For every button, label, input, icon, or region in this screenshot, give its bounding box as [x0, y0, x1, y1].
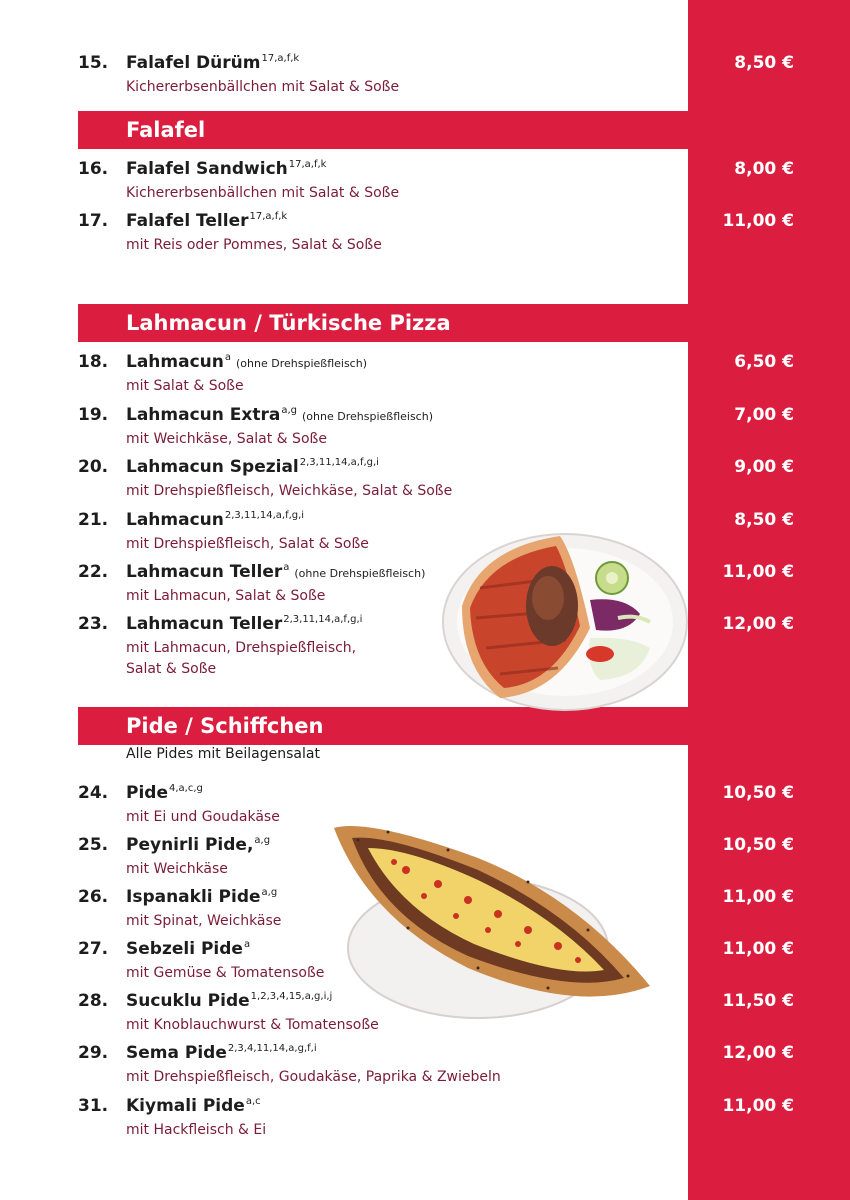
item-name: Falafel Dürüm$^{17,a,f,k}$	[126, 53, 300, 73]
item-name: Falafel Sandwich$^{17,a,f,k}$	[126, 159, 327, 179]
item-name: Lahmacun Teller$^{2,3,11,14,a,f,g,i}$	[126, 614, 363, 634]
section-header-falafel	[78, 111, 688, 149]
allergen-codes: a	[243, 939, 251, 950]
item-description: mit Drehspießfleisch, Salat & Soße	[126, 536, 369, 552]
item-number: 25.	[78, 835, 109, 855]
item-description: mit Gemüse & Tomatensoße	[126, 965, 325, 981]
allergen-codes: a,c	[245, 1096, 261, 1107]
allergen-codes: a,g	[254, 835, 271, 846]
allergen-codes: 17,a,f,k	[288, 159, 327, 170]
item-price: 11,00 €	[722, 887, 794, 907]
item-name: Pide$^{4,a,c,g}$	[126, 783, 203, 803]
item-price: 11,00 €	[722, 211, 794, 231]
item-number: 23.	[78, 614, 109, 634]
item-name: Lahmacun$^a$ (ohne Drehspießfleisch)	[126, 352, 367, 372]
item-price: 6,50 €	[734, 352, 794, 372]
menu-item	[0, 405, 850, 447]
item-description: mit Weichkäse, Salat & Soße	[126, 431, 327, 447]
item-number: 18.	[78, 352, 109, 372]
item-name: Sebzeli Pide$^a$	[126, 939, 251, 959]
allergen-codes: 2,3,11,14,a,f,g,i	[224, 510, 305, 521]
menu-item	[0, 53, 850, 95]
item-description: mit Weichkäse	[126, 861, 228, 877]
allergen-codes: 2,3,11,14,a,f,g,i	[299, 457, 379, 468]
allergen-codes: 2,3,4,11,14,a,g,f,i	[227, 1043, 317, 1054]
lahmacun-plate-image	[440, 518, 690, 716]
menu-item	[0, 457, 850, 499]
allergen-codes: 2,3,11,14,a,f,g,i	[283, 614, 363, 625]
allergen-codes: a	[224, 352, 232, 363]
item-name: Sema Pide$^{2,3,4,11,14,a,g,f,i}$	[126, 1043, 317, 1063]
section-title: Lahmacun / Türkische Pizza	[126, 311, 451, 335]
item-price: 11,50 €	[722, 991, 794, 1011]
item-price: 12,00 €	[722, 614, 794, 634]
item-number: 31.	[78, 1096, 109, 1116]
item-description: mit Drehspießfleisch, Weichkäse, Salat & Soße	[126, 483, 453, 499]
item-description: Kichererbsenbällchen mit Salat & Soße	[126, 79, 400, 95]
item-number: 22.	[78, 562, 109, 582]
item-number: 28.	[78, 991, 109, 1011]
item-description: mit Lahmacun, Salat & Soße	[126, 588, 326, 604]
menu-item	[0, 783, 850, 825]
item-price: 10,50 €	[722, 835, 794, 855]
section-header-lahmacun	[78, 304, 688, 342]
allergen-codes: a,g	[261, 887, 278, 898]
item-name: Lahmacun Spezial$^{2,3,11,14,a,f,g,i}$	[126, 457, 379, 477]
item-description: mit Lahmacun, Drehspießfleisch, Salat & Soße	[126, 640, 357, 677]
allergen-codes: a	[283, 562, 290, 573]
menu-item	[0, 352, 850, 394]
item-name: Kiymali Pide$^{a,c}$	[126, 1096, 261, 1116]
item-description: mit Reis oder Pommes, Salat & Soße	[126, 237, 382, 253]
item-price: 11,00 €	[722, 1096, 794, 1116]
pide-image	[328, 818, 653, 1028]
item-price: 10,50 €	[722, 783, 794, 803]
item-price: 7,00 €	[734, 405, 794, 425]
item-number: 16.	[78, 159, 109, 179]
item-name: Peynirli Pide,$^{a,g}$	[126, 835, 271, 855]
item-name: Lahmacun Extra$^{a,g}$ (ohne Drehspießfleisch)	[126, 405, 433, 425]
item-description: mit Drehspießfleisch, Goudakäse, Paprika & Zwiebeln	[126, 1069, 501, 1085]
menu-item	[0, 614, 850, 676]
item-note: (ohne Drehspießfleisch)	[302, 410, 433, 423]
item-number: 17.	[78, 211, 109, 231]
item-price: 12,00 €	[722, 1043, 794, 1063]
item-description: mit Spinat, Weichkäse	[126, 913, 282, 929]
item-number: 21.	[78, 510, 109, 530]
allergen-codes: 17,a,f,k	[261, 53, 300, 64]
item-number: 27.	[78, 939, 109, 959]
menu-item	[0, 562, 850, 604]
item-number: 29.	[78, 1043, 109, 1063]
item-number: 15.	[78, 53, 109, 73]
item-price: 11,00 €	[722, 939, 794, 959]
item-note: (ohne Drehspießfleisch)	[236, 357, 367, 370]
item-number: 19.	[78, 405, 109, 425]
item-description: mit Ei und Goudakäse	[126, 809, 280, 825]
menu-item	[0, 1096, 850, 1138]
item-description: mit Salat & Soße	[126, 378, 244, 394]
section-note: Alle Pides mit Beilagensalat	[126, 746, 320, 762]
item-number: 26.	[78, 887, 109, 907]
item-price: 8,50 €	[734, 53, 794, 73]
allergen-codes: 1,2,3,4,15,a,g,i,j	[250, 991, 333, 1002]
section-title: Falafel	[126, 118, 206, 142]
item-name: Ispanakli Pide$^{a,g}$	[126, 887, 278, 907]
menu-item	[0, 1043, 850, 1085]
item-number: 20.	[78, 457, 109, 477]
item-note: (ohne Drehspießfleisch)	[294, 567, 426, 580]
item-name: Lahmacun$^{2,3,11,14,a,f,g,i}$	[126, 510, 305, 530]
item-price: 8,00 €	[734, 159, 794, 179]
item-price: 8,50 €	[734, 510, 794, 530]
item-price: 11,00 €	[722, 562, 794, 582]
allergen-codes: a,g	[281, 405, 298, 416]
item-name: Sucuklu Pide$^{1,2,3,4,15,a,g,i,j}$	[126, 991, 333, 1011]
menu-item	[0, 159, 850, 201]
item-description: mit Hackfleisch & Ei	[126, 1122, 267, 1138]
item-name: Falafel Teller$^{17,a,f,k}$	[126, 211, 288, 231]
menu-item	[0, 211, 850, 253]
item-number: 24.	[78, 783, 109, 803]
allergen-codes: 17,a,f,k	[249, 211, 288, 222]
section-title: Pide / Schiffchen	[126, 714, 324, 738]
menu-item	[0, 510, 850, 552]
allergen-codes: 4,a,c,g	[169, 783, 203, 794]
item-description: Kichererbsenbällchen mit Salat & Soße	[126, 185, 400, 201]
item-description: mit Knoblauchwurst & Tomatensoße	[126, 1017, 379, 1033]
item-price: 9,00 €	[734, 457, 794, 477]
item-name: Lahmacun Teller$^a$ (ohne Drehspießfleisch)	[126, 562, 426, 582]
